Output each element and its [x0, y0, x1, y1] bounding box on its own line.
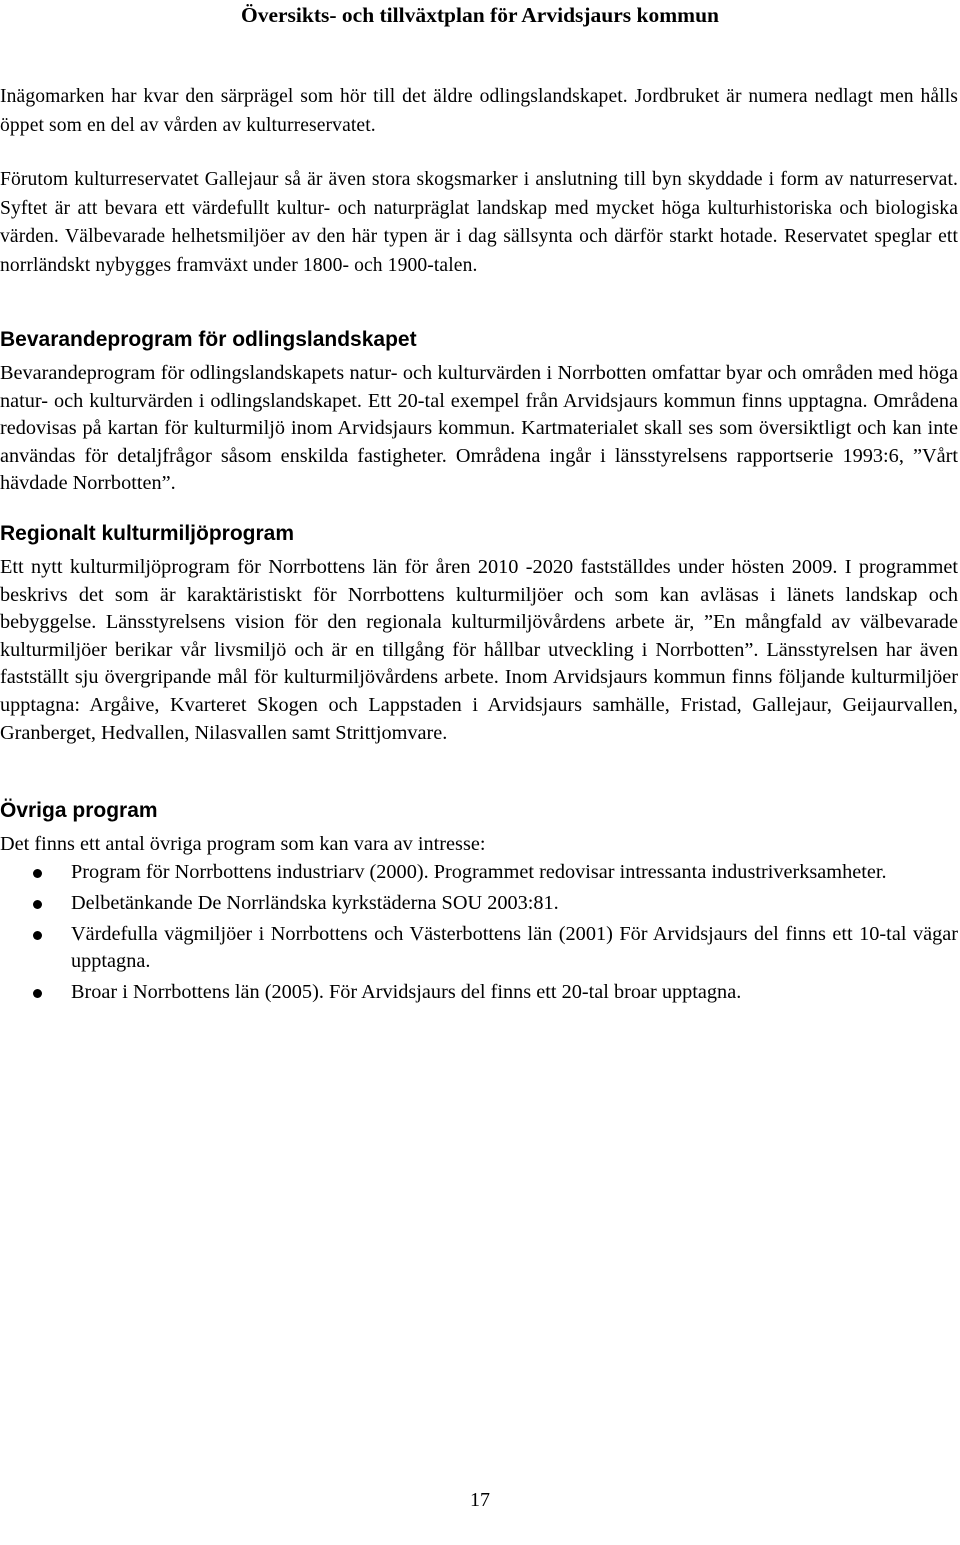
- list-item: [0, 979, 958, 1006]
- bullet-icon: [33, 989, 42, 998]
- section-heading-ovriga-program: Övriga program: [0, 799, 158, 822]
- list-item-text: Program för Norrbottens industriarv (2000). Programmet redovisar intressanta industriverksamheter.: [71, 861, 887, 883]
- paragraph-ovriga-program: Det finns ett antal övriga program som kan vara av intresse:: [0, 833, 486, 855]
- paragraph-kulturmiljoprogram: Ett nytt kulturmiljöprogram för Norrbottens län för åren 2010 -2020 fastställdes under hösten 2009. I programmet beskrivs det som är karaktäristiskt för Norrbottens kulturmiljöer och som kan avläsas i länets landskap och bebyggelse. Länsstyrelsens vision för den regionala kulturmiljövårdens arbete är, ”En mångfald av välbevarade kulturmiljöer berikar vår livsmiljö och är en tillgång för hållbar utveckling i Norrbotten”. Länsstyrelsen har även fastställt sju övergripande mål för kulturmiljövårdens arbete. Inom Arvidsjaurs kommun finns följande kulturmiljöer upptagna: Argåive, Kvarteret Skogen och Lappstaden i Arvidsjaurs samhälle, Fristad, Gallejaur, Geijaurvallen, Granberget, Hedvallen, Nilasvallen samt Strittjomvare.: [0, 556, 958, 744]
- list-item: [0, 859, 958, 886]
- page-number: 17: [470, 1489, 490, 1511]
- list-item-text: Delbetänkande De Norrländska kyrkstäderna SOU 2003:81.: [71, 892, 559, 914]
- list-item-text: Broar i Norrbottens län (2005). För Arvidsjaurs del finns ett 20-tal broar upptagna.: [71, 981, 742, 1004]
- running-header: Översikts- och tillväxtplan för Arvidsjaurs kommun: [240, 3, 719, 27]
- paragraph-naturreservat: Förutom kulturreservatet Gallejaur så är även stora skogsmarker i anslutning till byn skyddade i form av naturreservat. Syftet är att bevara ett värdefullt kultur- och naturpräglat landskap med mycket höga kulturhistoriska och biologiska värden. Välbevarade helhetsmiljöer av den här typen är i dag sällsynta och därför starkt hotade. Reservatet speglar ett norrländskt nybygges framväxt under 1800- och 1900-talen.: [0, 169, 958, 276]
- bullet-icon: [33, 869, 42, 878]
- paragraph-inagomarken: Inägomarken har kvar den särprägel som hör till det äldre odlingslandskapet. Jordbruket är numera nedlagt men hålls öppet som en del av vården av kulturreservatet.: [0, 86, 958, 136]
- list-item: [0, 890, 958, 917]
- bullet-icon: [33, 931, 42, 940]
- section-heading-kulturmiljoprogram: Regionalt kulturmiljöprogram: [0, 522, 295, 545]
- bullet-icon: [33, 900, 42, 909]
- section-heading-bevarandeprogram: Bevarandeprogram för odlingslandskapet: [0, 328, 417, 351]
- program-list: [0, 859, 958, 1010]
- list-item: [0, 921, 958, 975]
- list-item-text: Värdefulla vägmiljöer i Norrbottens och Västerbottens län (2001) För Arvidsjaurs del finns ett 10-tal vägar upptagna.: [71, 923, 958, 973]
- paragraph-bevarandeprogram: Bevarandeprogram för odlingslandskapets natur- och kulturvärden i Norrbotten omfattar byar och områden med höga natur- och kulturvärden i odlingslandskapet. Ett 20-tal exempel från Arvidsjaurs kommun finns upptagna. Områdena redovisas på kartan för kulturmiljö inom Arvidsjaurs kommun. Kartmaterialet skall ses som översiktligt och kan inte användas för detaljfrågor såsom enskilda fastigheter. Områdena ingår i länsstyrelsens rapportserie 1993:6, ”Vårt hävdade Norrbotten”.: [0, 362, 958, 495]
